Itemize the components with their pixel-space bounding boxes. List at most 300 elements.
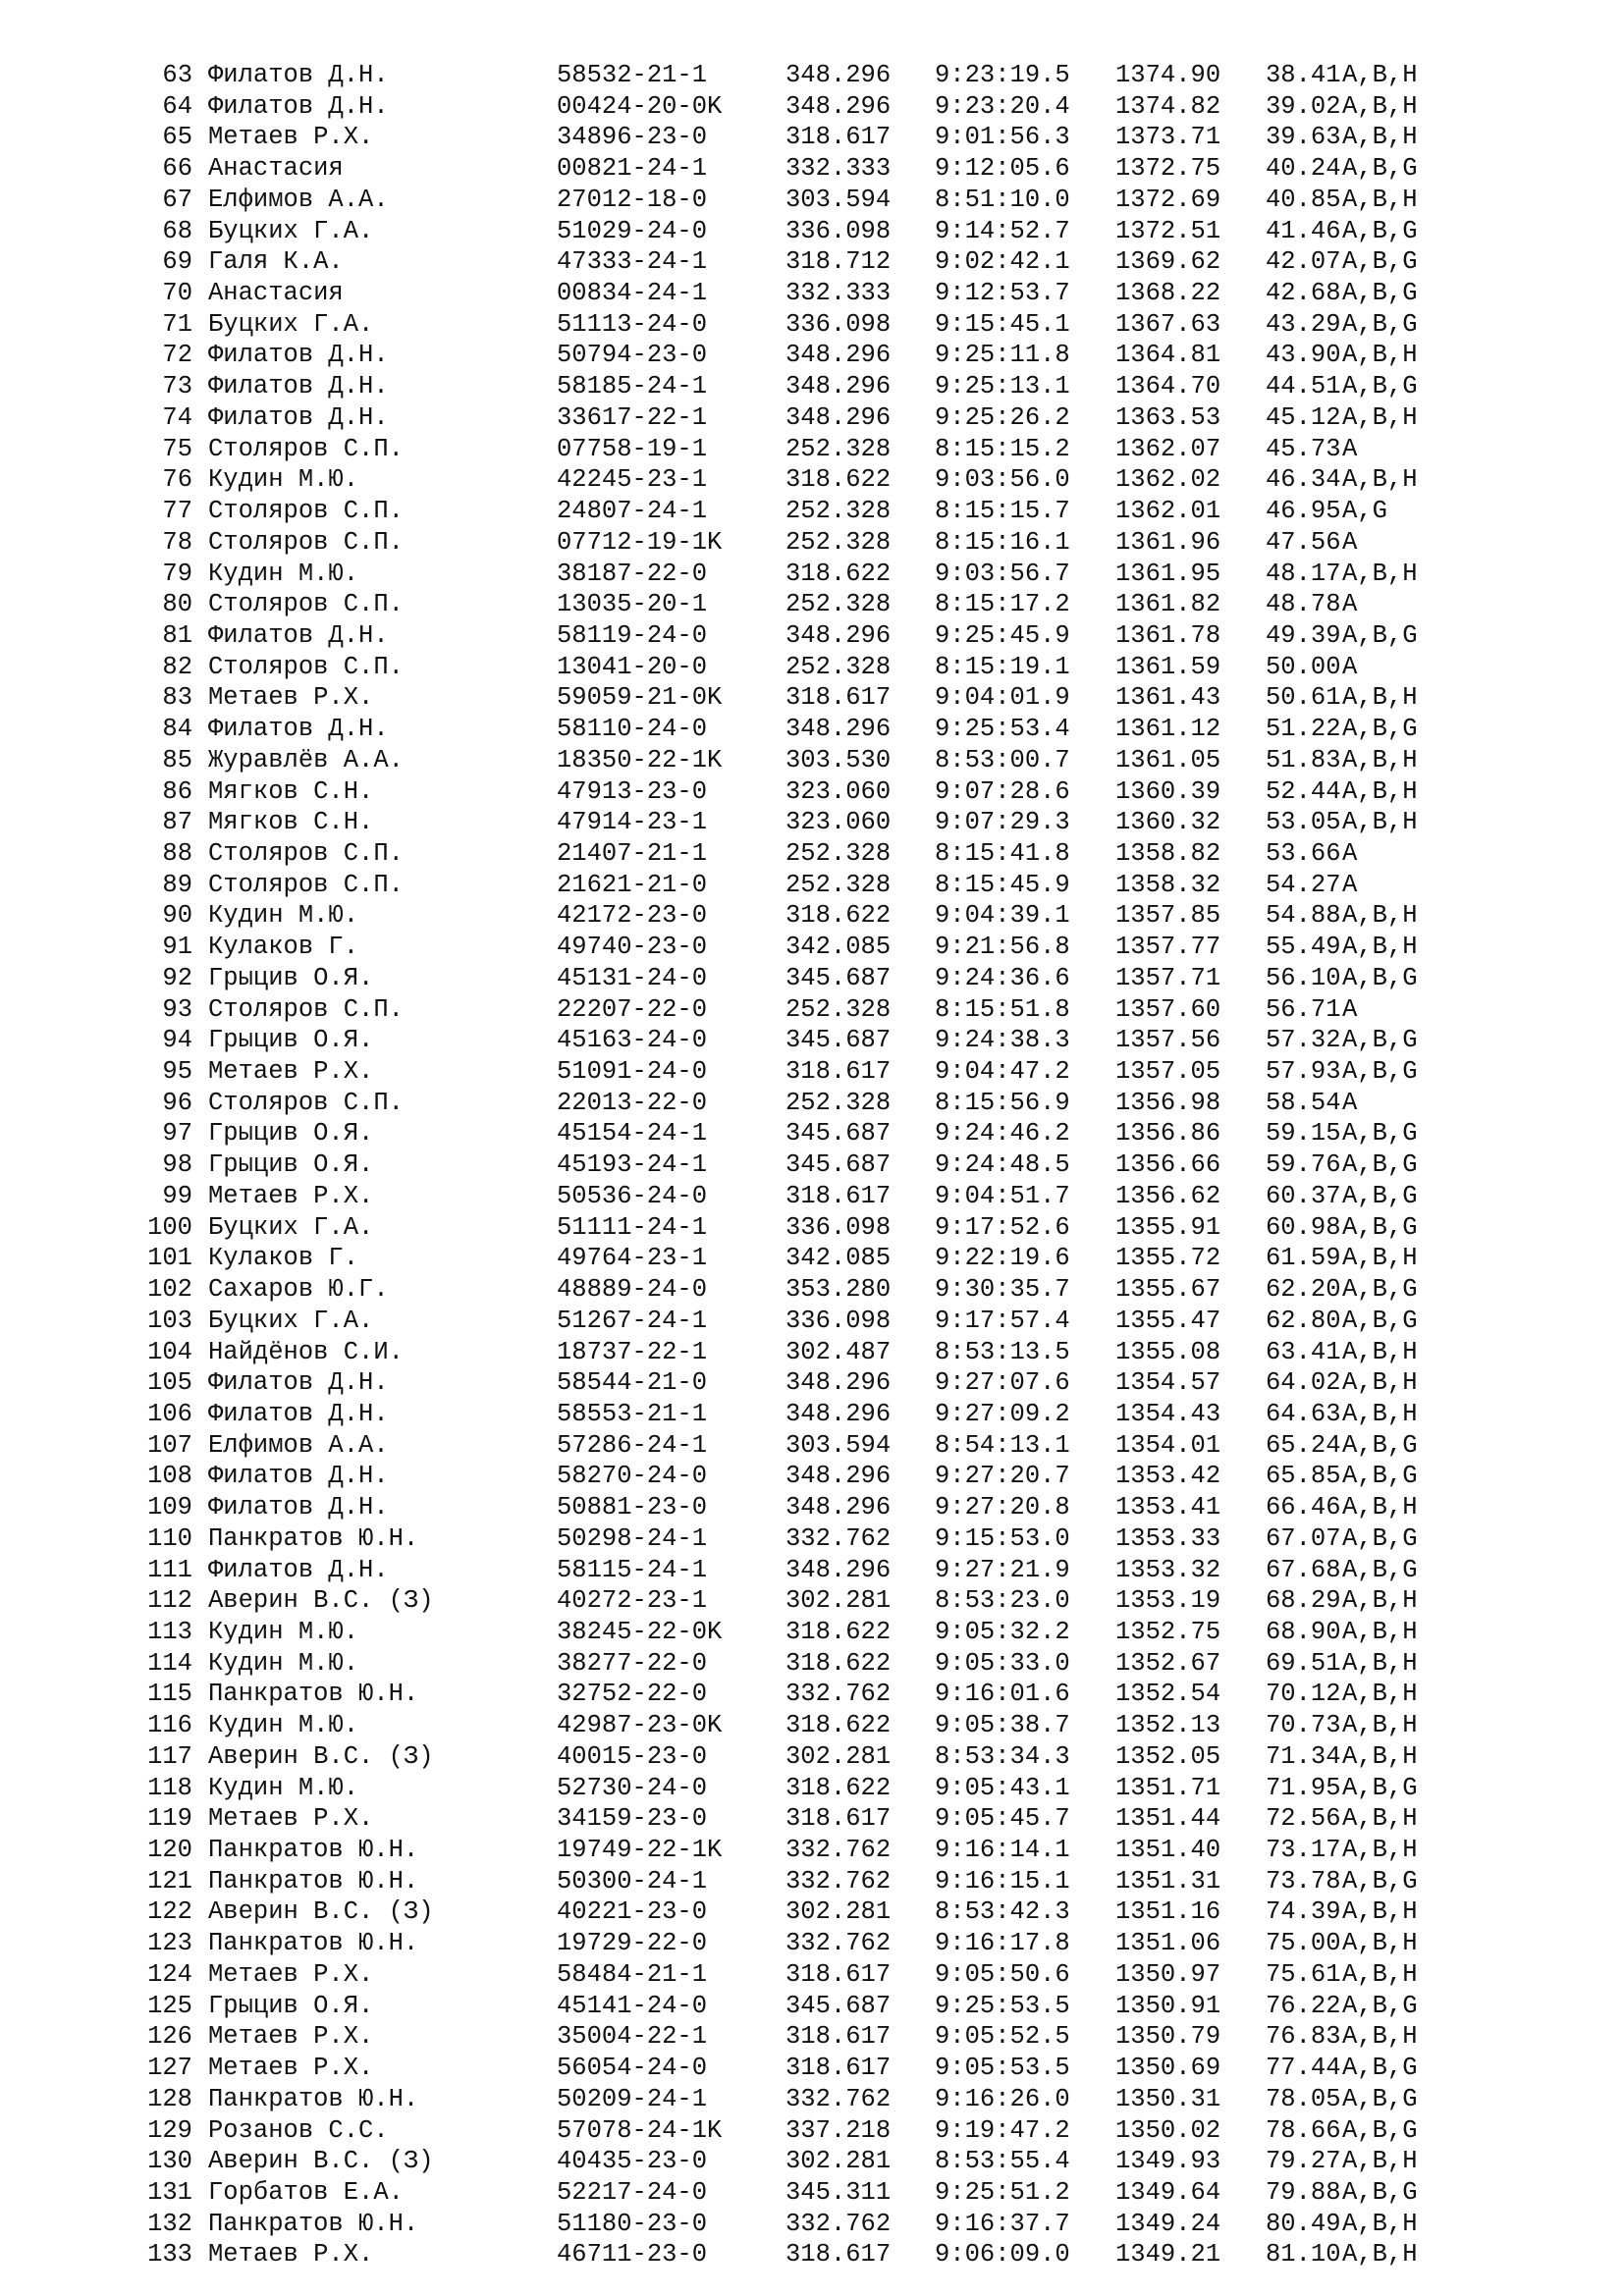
distance: 302.281: [785, 1741, 892, 1771]
speed: 1369.62: [1115, 247, 1221, 277]
ring-number: 51267-24-1: [557, 1306, 708, 1335]
table-row: [0, 309, 1624, 341]
fancier-name: Метаев Р.Х.: [208, 1181, 374, 1210]
points: 59.76: [1266, 1150, 1341, 1180]
points: 66.46: [1266, 1493, 1341, 1522]
ring-number: 47333-24-1: [557, 247, 708, 277]
ring-number: 42172-23-0: [557, 901, 708, 931]
points: 55.49: [1266, 933, 1341, 962]
flight-time: 9:04:01.9: [935, 683, 1070, 713]
points: 62.80: [1266, 1306, 1341, 1335]
distance: 348.296: [785, 1555, 892, 1584]
table-row: [0, 1399, 1624, 1430]
table-row: [0, 1773, 1624, 1804]
flight-time: 8:15:45.9: [935, 870, 1070, 899]
speed: 1373.71: [1115, 123, 1221, 152]
ring-number: 52217-24-0: [557, 2177, 708, 2207]
points: 56.71: [1266, 994, 1341, 1024]
classes: A,B,G: [1342, 1523, 1418, 1553]
fancier-name: Кулаков Г.: [208, 933, 359, 962]
fancier-name: Кулаков Г.: [208, 1244, 359, 1273]
table-row: [0, 278, 1624, 309]
classes: A,B,G: [1342, 154, 1418, 184]
points: 64.63: [1266, 1399, 1341, 1428]
distance: 348.296: [785, 1462, 892, 1491]
distance: 345.687: [785, 1119, 892, 1148]
row-number: 127: [147, 2054, 192, 2083]
distance: 323.060: [785, 776, 892, 806]
row-number: 84: [162, 715, 192, 744]
speed: 1350.91: [1115, 1991, 1221, 2020]
distance: 252.328: [785, 994, 892, 1024]
speed: 1374.90: [1115, 61, 1221, 89]
row-number: 108: [147, 1462, 192, 1491]
classes: A,B,H: [1342, 933, 1418, 962]
ring-number: 38245-22-0K: [557, 1618, 723, 1646]
distance: 348.296: [785, 91, 892, 121]
points: 71.34: [1266, 1741, 1341, 1771]
points: 60.98: [1266, 1212, 1341, 1242]
points: 50.61: [1266, 683, 1341, 713]
row-number: 130: [147, 2147, 192, 2176]
distance: 342.085: [785, 1244, 892, 1273]
distance: 318.622: [785, 559, 892, 588]
row-number: 92: [162, 963, 192, 992]
ring-number: 07712-19-1K: [557, 527, 723, 557]
row-number: 82: [162, 652, 192, 681]
classes: A,B,H: [1342, 2209, 1418, 2238]
distance: 302.487: [785, 1337, 892, 1366]
flight-time: 9:25:11.8: [935, 341, 1070, 370]
classes: A,B,G: [1342, 963, 1418, 992]
classes: A,B,G: [1342, 1181, 1418, 1210]
ring-number: 58484-21-1: [557, 1959, 708, 1989]
distance: 348.296: [785, 341, 892, 370]
distance: 318.622: [785, 1711, 892, 1740]
fancier-name: Буцких Г.А.: [208, 309, 374, 339]
fancier-name: Аверин В.С. (З): [208, 1741, 434, 1771]
classes: A,B,G: [1342, 279, 1418, 308]
points: 63.41: [1266, 1337, 1341, 1366]
classes: A,B,G: [1342, 1275, 1418, 1305]
speed: 1351.40: [1115, 1836, 1221, 1865]
flight-time: 9:27:09.2: [935, 1399, 1070, 1428]
distance: 332.762: [785, 2084, 892, 2113]
row-number: 67: [162, 185, 192, 214]
table-row: [0, 340, 1624, 371]
classes: A: [1342, 652, 1358, 681]
flight-time: 9:25:53.4: [935, 715, 1070, 744]
table-row: [0, 1741, 1624, 1773]
row-number: 102: [147, 1275, 192, 1305]
flight-time: 8:53:23.0: [935, 1586, 1070, 1616]
table-row: [0, 1617, 1624, 1648]
flight-time: 9:25:53.5: [935, 1991, 1070, 2020]
points: 51.22: [1266, 715, 1341, 744]
row-number: 121: [147, 1866, 192, 1896]
points: 80.49: [1266, 2209, 1341, 2238]
distance: 337.218: [785, 2115, 892, 2145]
row-number: 96: [162, 1088, 192, 1117]
points: 74.39: [1266, 1897, 1341, 1927]
flight-time: 9:12:05.6: [935, 154, 1070, 184]
points: 40.85: [1266, 185, 1341, 214]
flight-time: 9:25:13.1: [935, 372, 1070, 401]
table-row: [0, 963, 1624, 994]
fancier-name: Кудин М.Ю.: [208, 1648, 359, 1678]
flight-time: 8:15:41.8: [935, 839, 1070, 868]
row-number: 113: [147, 1618, 192, 1646]
table-row: [0, 91, 1624, 123]
flight-time: 8:15:19.1: [935, 652, 1070, 681]
speed: 1353.33: [1115, 1523, 1221, 1553]
table-row: [0, 402, 1624, 434]
ring-number: 50298-24-1: [557, 1523, 708, 1553]
distance: 336.098: [785, 1212, 892, 1242]
fancier-name: Галя К.А.: [208, 247, 344, 277]
distance: 252.328: [785, 1088, 892, 1117]
speed: 1351.71: [1115, 1773, 1221, 1802]
table-row: [0, 714, 1624, 745]
ring-number: 13035-20-1: [557, 590, 708, 619]
classes: A,B,H: [1342, 1618, 1418, 1646]
classes: A,B,G: [1342, 1306, 1418, 1335]
points: 39.63: [1266, 123, 1341, 152]
table-row: [0, 1306, 1624, 1337]
flight-time: 9:15:45.1: [935, 309, 1070, 339]
table-row: [0, 1928, 1624, 1959]
ring-number: 35004-22-1: [557, 2022, 708, 2052]
ring-number: 58270-24-0: [557, 1462, 708, 1491]
fancier-name: Столяров С.П.: [208, 994, 404, 1024]
distance: 318.617: [785, 1181, 892, 1210]
distance: 303.530: [785, 745, 892, 774]
points: 61.59: [1266, 1244, 1341, 1273]
classes: A,B,H: [1342, 559, 1418, 588]
ring-number: 19729-22-0: [557, 1929, 708, 1958]
distance: 252.328: [785, 497, 892, 526]
row-number: 122: [147, 1897, 192, 1927]
table-row: [0, 1025, 1624, 1056]
row-number: 73: [162, 372, 192, 401]
table-row: [0, 838, 1624, 870]
flight-time: 9:27:21.9: [935, 1555, 1070, 1584]
points: 60.37: [1266, 1181, 1341, 1210]
fancier-name: Филатов Д.Н.: [208, 402, 389, 432]
distance: 332.762: [785, 1680, 892, 1709]
flight-time: 8:54:13.1: [935, 1430, 1070, 1460]
ring-number: 33617-22-1: [557, 402, 708, 432]
table-row: [0, 870, 1624, 901]
row-number: 97: [162, 1119, 192, 1148]
fancier-name: Мягков С.Н.: [208, 808, 374, 837]
row-number: 109: [147, 1493, 192, 1522]
classes: A,B,H: [1342, 1897, 1418, 1927]
speed: 1361.82: [1115, 590, 1221, 619]
flight-time: 9:05:32.2: [935, 1618, 1070, 1646]
table-row: [0, 1056, 1624, 1088]
speed: 1354.57: [1115, 1368, 1221, 1398]
distance: 348.296: [785, 61, 892, 89]
distance: 318.617: [785, 2022, 892, 2052]
row-number: 88: [162, 839, 192, 868]
fancier-name: Филатов Д.Н.: [208, 1462, 389, 1491]
row-number: 119: [147, 1804, 192, 1834]
classes: A,B,G: [1342, 1212, 1418, 1242]
table-row: [0, 2177, 1624, 2209]
points: 54.27: [1266, 870, 1341, 899]
flight-time: 9:17:52.6: [935, 1212, 1070, 1242]
classes: A,B,H: [1342, 901, 1418, 931]
speed: 1349.64: [1115, 2177, 1221, 2207]
points: 42.68: [1266, 279, 1341, 308]
ring-number: 07758-19-1: [557, 434, 708, 463]
table-row: [0, 652, 1624, 683]
classes: A,B,G: [1342, 1119, 1418, 1148]
ring-number: 34896-23-0: [557, 123, 708, 152]
points: 68.90: [1266, 1618, 1341, 1646]
speed: 1356.98: [1115, 1088, 1221, 1117]
fancier-name: Панкратов Ю.Н.: [208, 2084, 419, 2113]
classes: A,B,H: [1342, 2147, 1418, 2176]
fancier-name: Панкратов Ю.Н.: [208, 2209, 419, 2238]
flight-time: 9:30:35.7: [935, 1275, 1070, 1305]
classes: A: [1342, 434, 1358, 463]
distance: 332.333: [785, 279, 892, 308]
speed: 1358.32: [1115, 870, 1221, 899]
row-number: 110: [147, 1523, 192, 1553]
table-row: [0, 1181, 1624, 1212]
classes: A,B,H: [1342, 1929, 1418, 1958]
flight-time: 9:07:29.3: [935, 808, 1070, 837]
ring-number: 34159-23-0: [557, 1804, 708, 1834]
distance: 332.333: [785, 154, 892, 184]
table-row: [0, 1523, 1624, 1555]
flight-time: 9:05:38.7: [935, 1711, 1070, 1740]
flight-time: 8:15:15.7: [935, 497, 1070, 526]
distance: 345.687: [785, 1150, 892, 1180]
speed: 1352.75: [1115, 1618, 1221, 1646]
fancier-name: Аверин В.С. (З): [208, 2147, 434, 2176]
speed: 1374.82: [1115, 91, 1221, 121]
points: 75.61: [1266, 1959, 1341, 1989]
fancier-name: Кудин М.Ю.: [208, 559, 359, 588]
fancier-name: Мягков С.Н.: [208, 776, 374, 806]
ring-number: 58185-24-1: [557, 372, 708, 401]
table-row: [0, 496, 1624, 527]
classes: A,B,G: [1342, 2177, 1418, 2207]
speed: 1364.70: [1115, 372, 1221, 401]
table-row: [0, 1896, 1624, 1928]
fancier-name: Анастасия: [208, 279, 344, 308]
points: 57.93: [1266, 1057, 1341, 1087]
row-number: 63: [162, 61, 192, 89]
classes: A: [1342, 839, 1358, 868]
row-number: 125: [147, 1991, 192, 2020]
flight-time: 9:24:36.6: [935, 963, 1070, 992]
ring-number: 32752-22-0: [557, 1680, 708, 1709]
table-row: [0, 932, 1624, 963]
speed: 1351.06: [1115, 1929, 1221, 1958]
flight-time: 8:53:55.4: [935, 2147, 1070, 2176]
fancier-name: Филатов Д.Н.: [208, 1493, 389, 1522]
table-row: [0, 1212, 1624, 1244]
row-number: 133: [147, 2240, 192, 2269]
points: 38.41: [1266, 61, 1341, 89]
points: 41.46: [1266, 216, 1341, 245]
points: 43.29: [1266, 309, 1341, 339]
fancier-name: Филатов Д.Н.: [208, 620, 389, 650]
points: 70.12: [1266, 1680, 1341, 1709]
ring-number: 45193-24-1: [557, 1150, 708, 1180]
speed: 1350.02: [1115, 2115, 1221, 2145]
classes: A,B,H: [1342, 465, 1418, 495]
speed: 1364.81: [1115, 341, 1221, 370]
points: 76.22: [1266, 1991, 1341, 2020]
table-row: [0, 589, 1624, 620]
flight-time: 9:05:53.5: [935, 2054, 1070, 2083]
table-row: [0, 1585, 1624, 1617]
speed: 1357.05: [1115, 1057, 1221, 1087]
flight-time: 9:16:26.0: [935, 2084, 1070, 2113]
points: 53.66: [1266, 839, 1341, 868]
fancier-name: Метаев Р.Х.: [208, 683, 374, 713]
table-row: [0, 1835, 1624, 1866]
row-number: 117: [147, 1741, 192, 1771]
points: 71.95: [1266, 1773, 1341, 1802]
speed: 1355.08: [1115, 1337, 1221, 1366]
ring-number: 38277-22-0: [557, 1648, 708, 1678]
fancier-name: Буцких Г.А.: [208, 1306, 374, 1335]
flight-time: 9:23:19.5: [935, 61, 1070, 89]
flight-time: 9:24:48.5: [935, 1150, 1070, 1180]
points: 79.88: [1266, 2177, 1341, 2207]
fancier-name: Грыцив О.Я.: [208, 1119, 374, 1148]
speed: 1361.12: [1115, 715, 1221, 744]
row-number: 100: [147, 1212, 192, 1242]
ring-number: 51180-23-0: [557, 2209, 708, 2238]
points: 53.05: [1266, 808, 1341, 837]
points: 78.05: [1266, 2084, 1341, 2113]
distance: 336.098: [785, 309, 892, 339]
row-number: 90: [162, 901, 192, 931]
classes: A,B,G: [1342, 1057, 1418, 1087]
points: 67.68: [1266, 1555, 1341, 1584]
points: 67.07: [1266, 1523, 1341, 1553]
speed: 1351.31: [1115, 1866, 1221, 1896]
row-number: 132: [147, 2209, 192, 2238]
ring-number: 47914-23-1: [557, 808, 708, 837]
flight-time: 9:05:52.5: [935, 2022, 1070, 2052]
speed: 1352.54: [1115, 1680, 1221, 1709]
row-number: 104: [147, 1337, 192, 1366]
fancier-name: Кудин М.Ю.: [208, 1618, 359, 1646]
speed: 1362.07: [1115, 434, 1221, 463]
table-row: [0, 185, 1624, 216]
points: 57.32: [1266, 1026, 1341, 1055]
fancier-name: Кудин М.Ю.: [208, 901, 359, 931]
distance: 332.762: [785, 1523, 892, 1553]
speed: 1355.67: [1115, 1275, 1221, 1305]
speed: 1357.77: [1115, 933, 1221, 962]
row-number: 64: [162, 91, 192, 121]
fancier-name: Кудин М.Ю.: [208, 1711, 359, 1740]
flight-time: 8:53:13.5: [935, 1337, 1070, 1366]
flight-time: 8:53:42.3: [935, 1897, 1070, 1927]
row-number: 115: [147, 1680, 192, 1709]
fancier-name: Грыцив О.Я.: [208, 963, 374, 992]
ring-number: 50209-24-1: [557, 2084, 708, 2113]
classes: A,B,G: [1342, 309, 1418, 339]
table-row: [0, 2021, 1624, 2053]
classes: A,B,H: [1342, 1648, 1418, 1678]
distance: 342.085: [785, 933, 892, 962]
distance: 332.762: [785, 2209, 892, 2238]
ring-number: 56054-24-0: [557, 2054, 708, 2083]
classes: A,B,H: [1342, 1959, 1418, 1989]
fancier-name: Филатов Д.Н.: [208, 341, 389, 370]
speed: 1357.60: [1115, 994, 1221, 1024]
speed: 1372.75: [1115, 154, 1221, 184]
points: 76.83: [1266, 2022, 1341, 2052]
points: 79.27: [1266, 2147, 1341, 2176]
flight-time: 9:04:47.2: [935, 1057, 1070, 1087]
row-number: 65: [162, 123, 192, 152]
points: 44.51: [1266, 372, 1341, 401]
points: 58.54: [1266, 1088, 1341, 1117]
row-number: 126: [147, 2022, 192, 2052]
classes: A,B,G: [1342, 1462, 1418, 1491]
table-row: [0, 1492, 1624, 1523]
classes: A,B,H: [1342, 341, 1418, 370]
table-row: [0, 464, 1624, 496]
speed: 1361.96: [1115, 527, 1221, 557]
points: 75.00: [1266, 1929, 1341, 1958]
flight-time: 9:27:20.7: [935, 1462, 1070, 1491]
classes: A,B,H: [1342, 808, 1418, 837]
classes: A: [1342, 527, 1358, 557]
row-number: 94: [162, 1026, 192, 1055]
classes: A,G: [1342, 497, 1387, 526]
flight-time: 9:03:56.7: [935, 559, 1070, 588]
distance: 318.617: [785, 1057, 892, 1087]
speed: 1360.39: [1115, 776, 1221, 806]
row-number: 76: [162, 465, 192, 495]
row-number: 106: [147, 1399, 192, 1428]
row-number: 124: [147, 1959, 192, 1989]
speed: 1353.32: [1115, 1555, 1221, 1584]
ring-number: 00821-24-1: [557, 154, 708, 184]
speed: 1363.53: [1115, 402, 1221, 432]
flight-time: 9:04:39.1: [935, 901, 1070, 931]
ring-number: 50794-23-0: [557, 341, 708, 370]
fancier-name: Грыцив О.Я.: [208, 1991, 374, 2020]
row-number: 69: [162, 247, 192, 277]
speed: 1357.56: [1115, 1026, 1221, 1055]
ring-number: 51113-24-0: [557, 309, 708, 339]
speed: 1353.42: [1115, 1462, 1221, 1491]
flight-time: 9:27:20.8: [935, 1493, 1070, 1522]
fancier-name: Журавлёв А.А.: [208, 745, 404, 774]
points: 64.02: [1266, 1368, 1341, 1398]
row-number: 83: [162, 683, 192, 713]
classes: A: [1342, 590, 1358, 619]
speed: 1351.16: [1115, 1897, 1221, 1927]
speed: 1352.67: [1115, 1648, 1221, 1678]
fancier-name: Столяров С.П.: [208, 527, 404, 557]
distance: 318.622: [785, 1618, 892, 1646]
table-row: [0, 1991, 1624, 2022]
